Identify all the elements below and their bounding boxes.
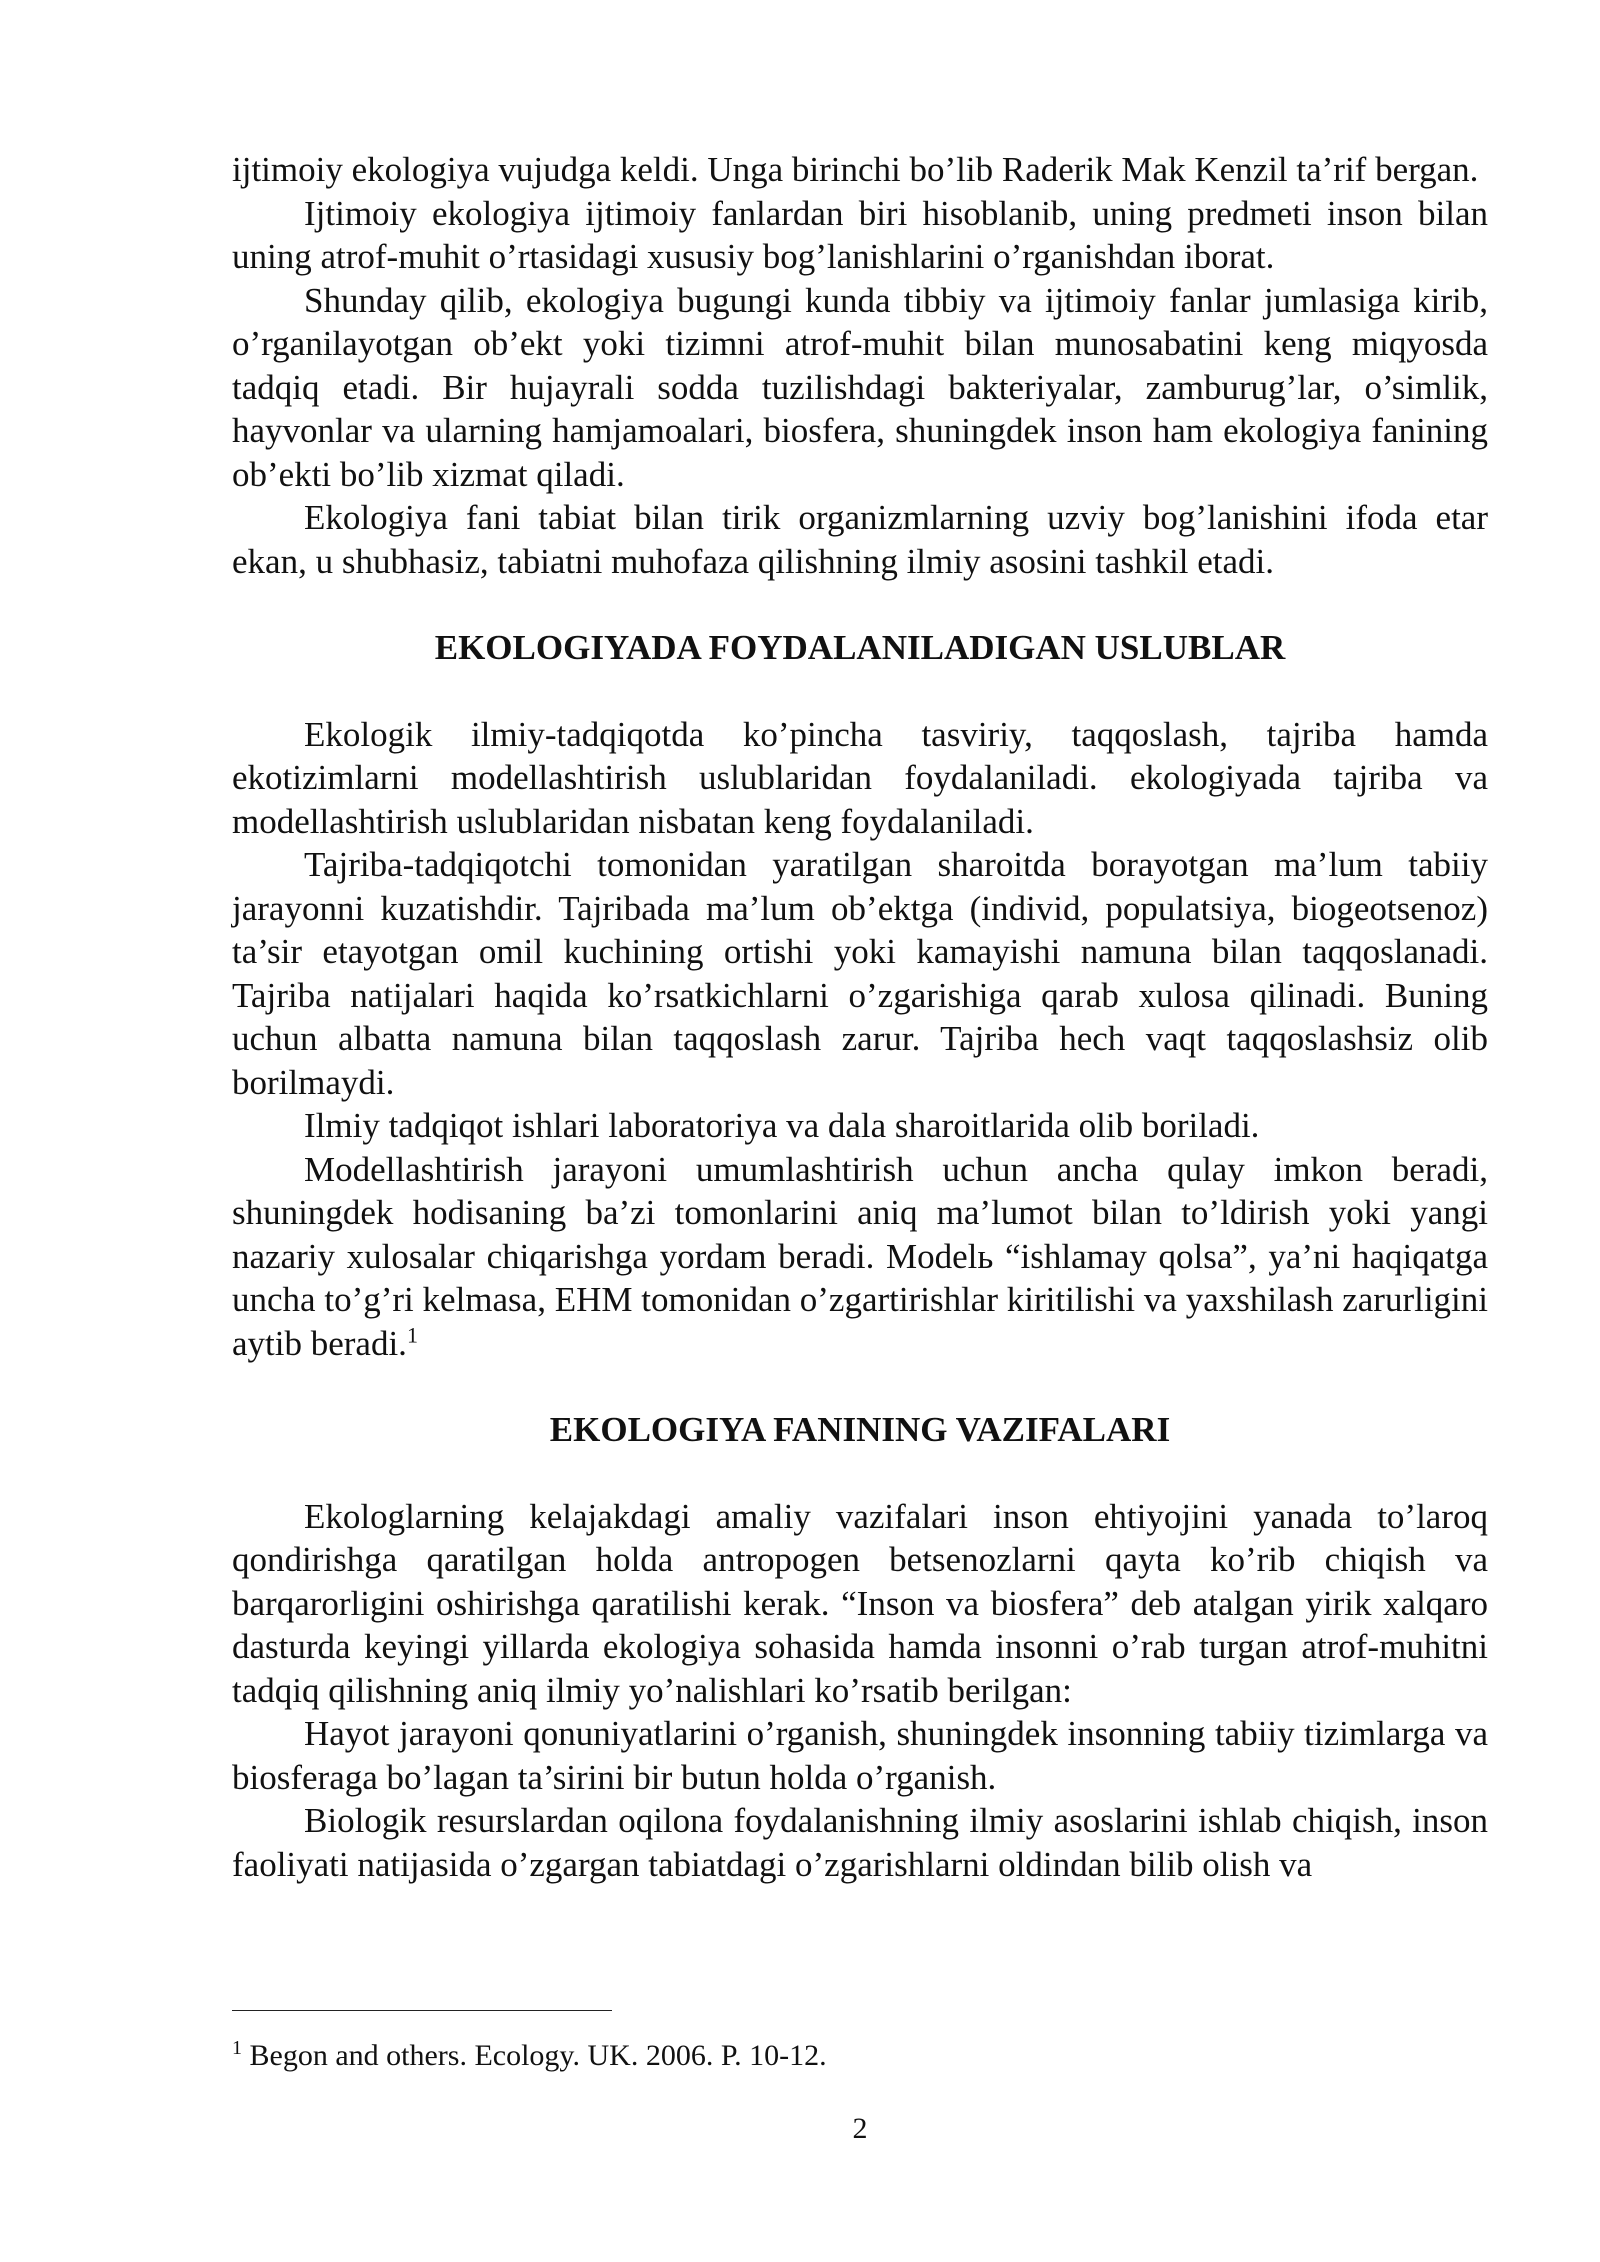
paragraph: Ijtimoiy ekologiya ijtimoiy fanlardan biri hisoblanib, uning predmeti inson bilan uning atrof-muhit o’rtasidagi xususiy bog’lanishlarini o’rganishdan iborat.: [232, 193, 1488, 276]
footnote-separator: [232, 2010, 612, 2011]
paragraph: [232, 1148, 1488, 1366]
page-body: [232, 148, 1488, 1886]
paragraph: Shunday qilib, ekologiya bugungi kunda tibbiy va ijtimoiy fanlar jumlasiga kirib, o’rganilayotgan ob’ekt yoki tizimni atrof-muhit bilan munosabatini keng miqyosda tadqiq etadi. Bir hujayrali sodda tuzilishdagi bakteriyalar, zamburug’lar, o’simlik, hayvonlar va ularning hamjamoalari, biosfera, shuningdek inson ham ekologiya fanining ob’ekti bo’lib xizmat qiladi.: [232, 280, 1488, 494]
paragraph: ijtimoiy ekologiya vujudga keldi. Unga birinchi bo’lib Raderik Mak Kenzil ta’rif bergan.: [232, 150, 1479, 189]
paragraph: Ekologlarning kelajakdagi amaliy vazifalari inson ehtiyojini yanada to’laroq qondirishga qaratilgan holda antropogen betsenozlarni qayta ko’rib chiqish va barqarorligini oshirishga qaratilishi kerak. “Inson va biosfera” deb atalgan yirik xalqaro dasturda keyingi yillarda ekologiya sohasida hamda insonni o’rab turgan atrof-muhitni tadqiq qilishning aniq ilmiy yo’nalishlari ko’rsatib berilgan:: [232, 1496, 1488, 1710]
footnote: [232, 2037, 827, 2075]
footnote-marker: 1: [232, 2037, 242, 2059]
paragraph: Ekologiya fani tabiat bilan tirik organizmlarning uzviy bog’lanishini ifoda etar ekan, u shubhasiz, tabiatni muhofaza qilishning ilmiy asosini tashkil etadi.: [232, 498, 1488, 581]
paragraph: Tajriba-tadqiqotchi tomonidan yaratilgan sharoitda borayotgan ma’lum tabiiy jarayonni kuzatishdir. Tajribada ma’lum ob’ektga (individ, populatsiya, biogeotsenoz) ta’sir etayotgan omil kuchining ortishi yoki kamayishi namuna bilan taqqoslanadi. Tajriba natijalari haqida ko’rsatkichlarni o’zgarishiga qarab xulosa qilinadi. Buning uchun albatta namuna bilan taqqoslash zarur. Tajriba hech vaqt taqqoslashsiz olib borilmaydi.: [232, 845, 1488, 1102]
page-number: 2: [852, 2112, 868, 2145]
paragraph: Hayot jarayoni qonuniyatlarini o’rganish, shuningdek insonning tabiiy tizimlarga va biosferaga bo’lagan ta’sirini bir butun holda o’rganish.: [232, 1714, 1488, 1797]
footnote-text: Begon and others. Ecology. UK. 2006. P. 10-12.: [249, 2039, 827, 2072]
paragraph: Ilmiy tadqiqot ishlari laboratoriya va dala sharoitlarida olib boriladi.: [304, 1106, 1260, 1145]
section-heading: EKOLOGIYA FANINING VAZIFALARI: [549, 1410, 1171, 1449]
section-heading: EKOLOGIYADA FOYDALANILADIGAN USLUBLAR: [434, 628, 1286, 667]
footnote-reference[interactable]: 1: [406, 1321, 418, 1347]
paragraph: Biologik resurslardan oqilona foydalanishning ilmiy asoslarini ishlab chiqish, inson faoliyati natijasida o’zgargan tabiatdagi o’zgarishlarni oldindan bilib olish va: [232, 1801, 1488, 1884]
paragraph: Ekologik ilmiy-tadqiqotda ko’pincha tasviriy, taqqoslash, tajriba hamda ekotizimlarni modellashtirish uslublaridan foydalaniladi. ekologiyada tajriba va modellashtirish uslublaridan nisbatan keng foydalaniladi.: [232, 714, 1488, 841]
paragraph-text: Modellashtirish jarayoni umumlashtirish uchun ancha qulay imkon beradi, shuningdek hodisaning ba’zi tomonlarini aniq ma’lumot bilan to’ldirish yoki yangi nazariy xulosalar chiqarishga yordam beradi. Modelь “ishlamay qolsa”, ya’ni haqiqatga uncha to’g’ri kelmasa, EHM tomonidan o’zgartirishlar kiritilishi va yaxshilash zarurligini aytib beradi.: [232, 1149, 1488, 1363]
